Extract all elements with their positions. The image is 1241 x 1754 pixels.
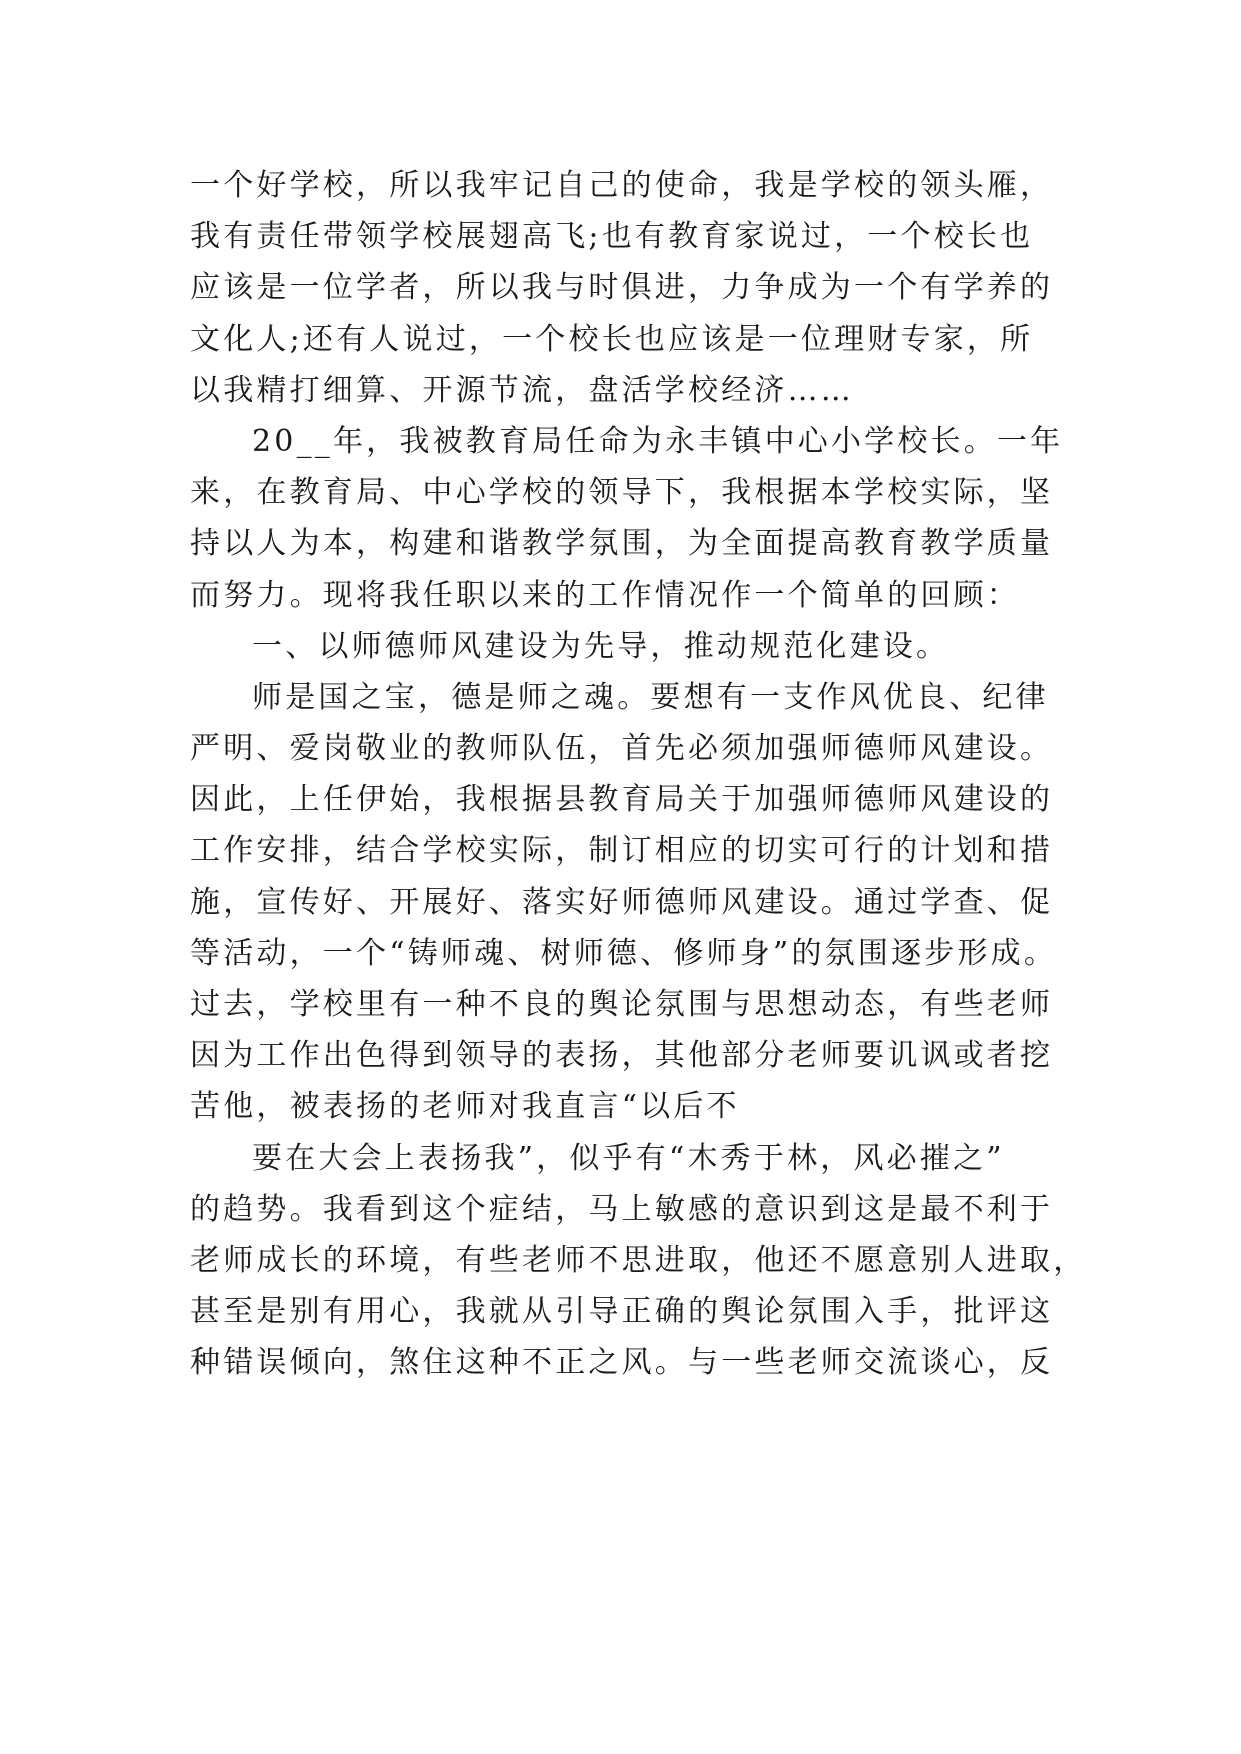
text-line: 以我精打细算、开源节流，盘活学校经济…… [190, 372, 854, 408]
text-line: 的趋势。我看到这个症结，马上敏感的意识到这是最不利于 [190, 1191, 1054, 1227]
text-line: 一、以师德师风建设为先导，推动规范化建设。 [252, 628, 950, 664]
text-line: 施，宣传好、开展好、落实好师德师风建设。通过学查、促 [190, 884, 1054, 920]
text-line: 师是国之宝，德是师之魂。要想有一支作风优良、纪律 [252, 679, 1049, 715]
text-line: 苦他，被表扬的老师对我直言“以后不 [190, 1089, 740, 1125]
text-line: 20__年，我被教育局任命为永丰镇中心小学校长。一年 [252, 423, 1064, 459]
text-line: 而努力。现将我任职以来的工作情况作一个简单的回顾： [190, 577, 1020, 613]
text-line: 老师成长的环境，有些老师不思进取，他还不愿意别人进取， [190, 1242, 1087, 1278]
text-line: 一个好学校，所以我牢记自己的使命，我是学校的领头雁， [190, 168, 1054, 203]
text-line: 应该是一位学者，所以我与时俱进，力争成为一个有学养的 [190, 270, 1054, 306]
text-line: 要在大会上表扬我”，似乎有“木秀于林，风必摧之” [252, 1140, 1005, 1176]
text-line: 工作安排，结合学校实际，制订相应的切实可行的计划和措 [190, 833, 1054, 869]
text-line: 因此，上任伊始，我根据县教育局关于加强师德师风建设的 [190, 782, 1054, 818]
text-line: 我有责任带领学校展翅高飞;也有教育家说过，一个校长也 [190, 219, 1034, 255]
text-line: 持以人为本，构建和谐教学氛围，为全面提高教育教学质量 [190, 526, 1054, 562]
text-line: 甚至是别有用心，我就从引导正确的舆论氛围入手，批评这 [190, 1294, 1054, 1330]
text-line: 等活动，一个“铸师魂、树师德、修师身”的氛围逐步形成。 [190, 935, 1058, 971]
text-line: 过去，学校里有一种不良的舆论氛围与思想动态，有些老师 [190, 987, 1054, 1022]
document-body [190, 160, 1087, 1389]
text-line: 因为工作出色得到领导的表扬，其他部分老师要讥讽或者挖 [190, 1038, 1054, 1074]
text-line: 种错误倾向，煞住这种不正之风。与一些老师交流谈心，反 [190, 1345, 1054, 1381]
text-line: 严明、爱岗敬业的教师队伍，首先必须加强师德师风建设。 [190, 731, 1054, 767]
text-line: 来，在教育局、中心学校的领导下，我根据本学校实际，坚 [190, 475, 1054, 511]
text-line: 文化人;还有人说过，一个校长也应该是一位理财专家，所 [190, 321, 1034, 357]
